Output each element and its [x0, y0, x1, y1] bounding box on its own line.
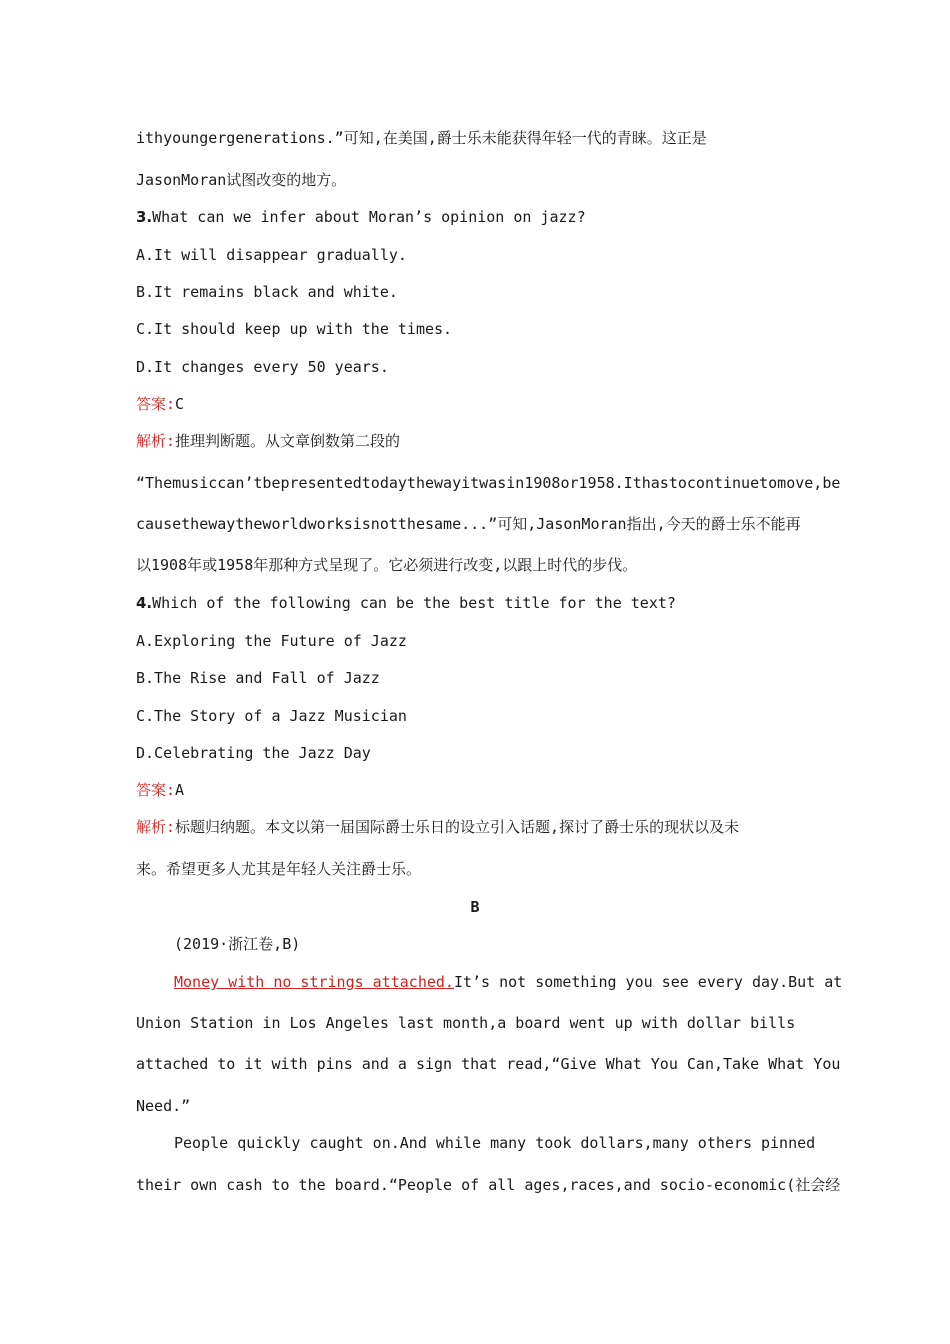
passage-a-tail-line-1: ithyoungergenerations.”可知,在美国,爵士乐未能获得年轻一代的青睐。这正是: [136, 129, 707, 147]
question-4-answer: [136, 780, 184, 800]
passage-b-para-1-line-1: [174, 972, 842, 992]
passage-b-para-1-line-3: attached to it with pins and a sign that read,“Give What You Can,Take What You: [136, 1055, 841, 1073]
analysis-text: 推理判断题。从文章倒数第二段的: [175, 432, 401, 450]
question-3-option-b: B.It remains black and white.: [136, 283, 398, 301]
question-4-option-b: B.The Rise and Fall of Jazz: [136, 669, 380, 687]
question-4-analysis-line-2: 来。希望更多人尤其是年轻人关注爵士乐。: [136, 860, 422, 878]
question-3-stem: [136, 207, 586, 227]
answer-label: 答案:: [136, 781, 176, 799]
answer-value: C: [175, 395, 185, 413]
question-3-text: What can we infer about Moran’s opinion on jazz?: [152, 208, 586, 226]
analysis-text: 标题归纳题。本文以第一届国际爵士乐日的设立引入话题,探讨了爵士乐的现状以及未: [175, 818, 740, 836]
question-3-option-c: C.It should keep up with the times.: [136, 320, 453, 338]
passage-b-para-1-line-4: Need.”: [136, 1097, 191, 1115]
paragraph-text: It’s not something you see every day.But at: [453, 973, 843, 991]
question-4-analysis-line-1: [136, 817, 739, 837]
question-4-option-d: D.Celebrating the Jazz Day: [136, 744, 371, 762]
passage-b-para-2-line-1: People quickly caught on.And while many took dollars,many others pinned: [174, 1134, 816, 1152]
question-4-text: Which of the following can be the best title for the text?: [152, 594, 676, 612]
question-3-analysis-line-1: [136, 431, 400, 451]
question-3-analysis-line-3: causethewaytheworldworksisnotthesame...”可知,JasonMoran指出,今天的爵士乐不能再: [136, 515, 801, 533]
question-3-number: 3.: [136, 208, 153, 226]
analysis-label: 解析:: [136, 432, 176, 450]
question-3-answer: [136, 394, 184, 414]
question-3-option-d: D.It changes every 50 years.: [136, 358, 389, 376]
section-heading: B: [470, 898, 480, 916]
question-4-option-a: A.Exploring the Future of Jazz: [136, 632, 407, 650]
answer-value: A: [175, 781, 185, 799]
passage-a-tail-line-2: JasonMoran试图改变的地方。: [136, 171, 347, 189]
passage-b-para-2-line-2: their own cash to the board.“People of all ages,races,and socio-economic(社会经: [136, 1176, 841, 1194]
passage-source: (2019·浙江卷,B): [174, 935, 301, 953]
analysis-label: 解析:: [136, 818, 176, 836]
answer-label: 答案:: [136, 395, 176, 413]
passage-b-para-1-line-2: Union Station in Los Angeles last month,a board went up with dollar bills: [136, 1014, 796, 1032]
question-4-number: 4.: [136, 594, 153, 612]
underlined-phrase: Money with no strings attached.: [174, 973, 454, 991]
question-4-stem: [136, 593, 676, 613]
question-3-option-a: A.It will disappear gradually.: [136, 246, 407, 264]
question-4-option-c: C.The Story of a Jazz Musician: [136, 707, 407, 725]
question-3-analysis-line-2: “Themusiccan’tbepresentedtodaythewayitwasin1908or1958.Ithastocontinuetomove,be: [136, 474, 841, 492]
question-3-analysis-line-4: 以1908年或1958年那种方式呈现了。它必须进行改变,以跟上时代的步伐。: [136, 556, 638, 574]
